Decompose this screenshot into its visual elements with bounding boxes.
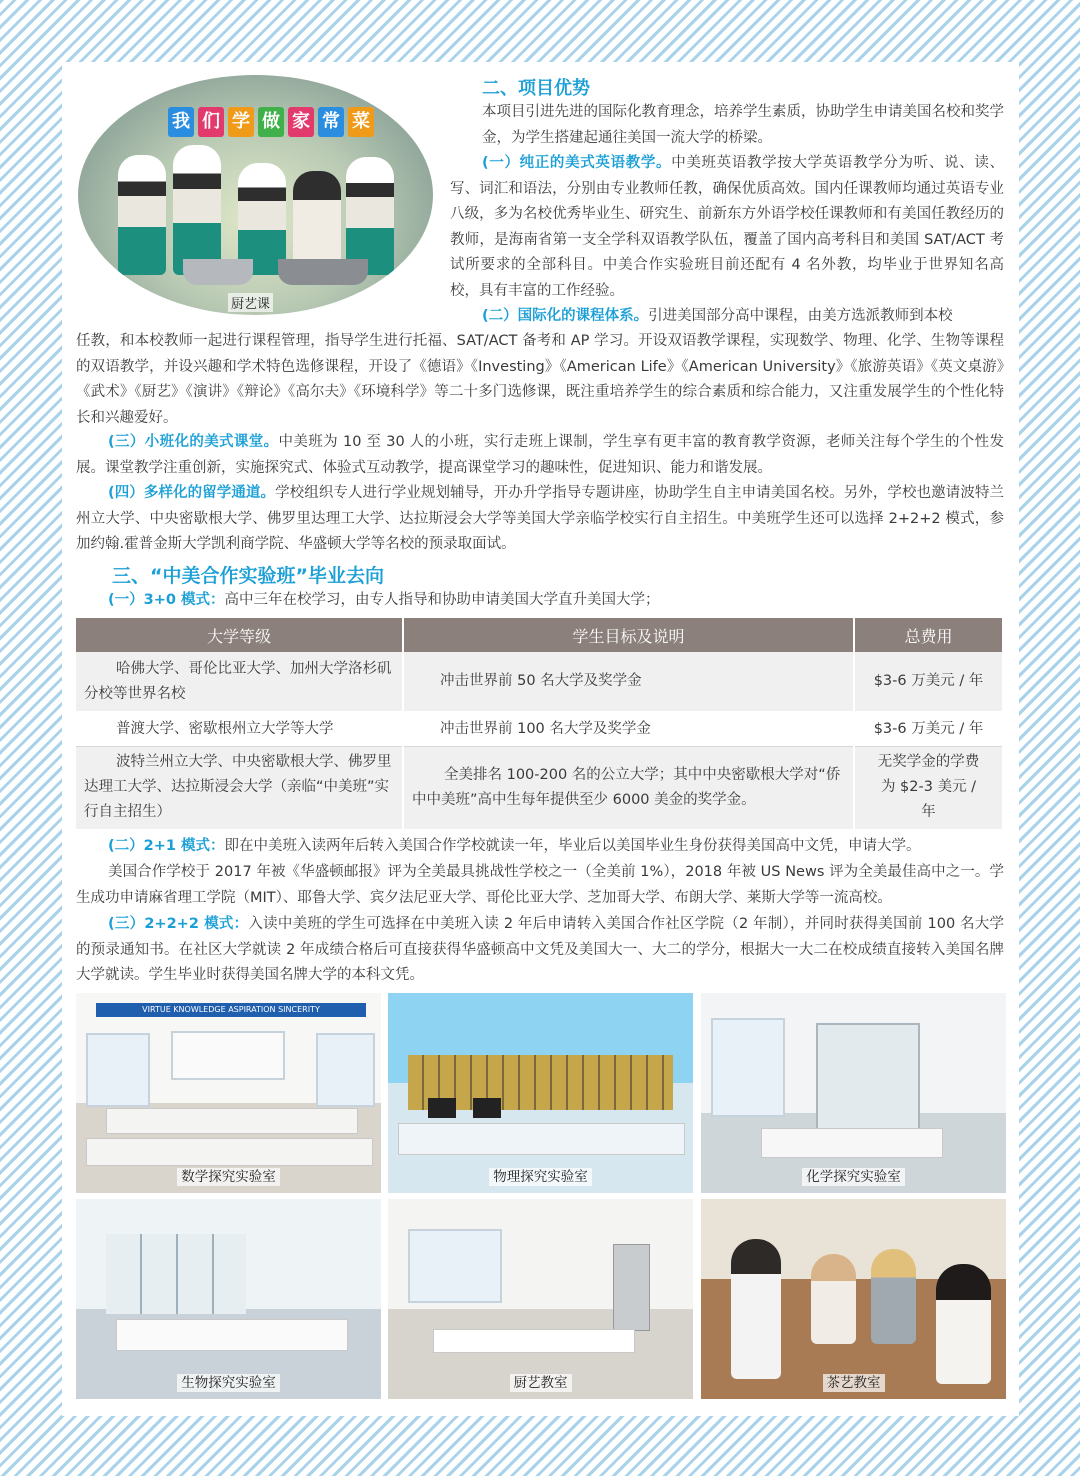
table-cell: 全美排名 100-200 名的公立大学；其中中央密歇根大学对“侨中中美班”高中生每年提供至少 6000 美金的奖学金。 [403,746,854,830]
mode2-heading: (二）2+1 模式： [108,838,225,854]
student-figure [346,157,394,275]
window [711,1018,785,1117]
window [316,1033,375,1107]
intro-text: 本项目引进先进的国际化教育理念，培养学生素质，协助学生申请美国名校和奖学金，为学生搭建起通往美国一流大学的桥梁。 [482,104,1004,146]
item2-heading-line [450,304,1004,330]
window [408,1229,502,1303]
lab-bench [761,1128,943,1158]
caption-text: 茶艺教室 [823,1374,885,1392]
photo-caption [76,1371,381,1391]
mode2-text: 即在中美班入读两年后转入美国合作学校就读一年，毕业后以美国毕业生身份获得美国高中文凭，申请大学。 [224,838,921,854]
lab-desk [106,1108,358,1134]
caption-text: 厨艺教室 [510,1374,572,1392]
table-row [76,712,1003,746]
item2-text-a: 引进美国部分高中课程，由美方选派教师到本校 [648,308,953,324]
table-header: 总费用 [854,618,1003,652]
banner-char: 们 [198,107,224,137]
item3-heading: (三）小班化的美式课堂。 [108,434,279,450]
item1-heading: (一）纯正的美式英语教学。 [482,155,672,171]
computer-monitor [473,1098,501,1118]
item4-heading: (四）多样化的留学通道。 [108,485,276,501]
caption-text: 物理探究实验室 [489,1168,592,1186]
caption-text: 数学探究实验室 [177,1168,280,1186]
table-row [76,746,1003,830]
mode2-paragraph [76,834,1004,860]
student-figure [118,155,166,275]
mode3-paragraph [76,912,1004,989]
banner-char: 菜 [348,107,374,137]
fume-hood [816,1023,920,1137]
table-cell: 哈佛大学、哥伦比亚大学、加州大学洛杉矶分校等世界名校 [76,652,403,712]
mode3-heading: (三）2+2+2 模式： [108,916,249,932]
math-lab-photo [76,993,381,1193]
table-header: 学生目标及说明 [403,618,854,652]
cabinet [106,1234,246,1314]
cooking-classroom-photo [388,1199,693,1399]
item3-text: 中美班为 10 至 30 人的小班，实行走班上课制，学生享有更丰富的教育教学资源，老师关注每个学生的个性发展。课堂教学注重创新，实施探究式、体验式互动教学，提高课堂学习的趣味性，促进知识、能力和谐发展。 [76,434,1004,476]
cooking-pot [278,259,368,285]
banner-char: 学 [228,107,254,137]
table-row [76,652,1003,712]
window [86,1033,150,1107]
physics-lab-photo [388,993,693,1193]
mode1-text: 高中三年在校学习，由专人指导和协助申请美国大学直升美国大学； [224,592,660,608]
mode1-paragraph [76,588,1004,614]
person [731,1239,781,1379]
student-figure [173,145,221,275]
biology-lab-photo [76,1199,381,1399]
table-cell: $3-6 万美元 / 年 [854,712,1003,746]
photo-caption [388,1165,693,1185]
mode2-extra-paragraph [76,860,1004,911]
item4-paragraph [76,481,1004,558]
table-cell: $3-6 万美元 / 年 [854,652,1003,712]
computer-monitor [428,1098,456,1118]
section-title: 三、“中美合作实验班”毕业去向 [112,565,384,587]
intro-paragraph [482,100,1004,151]
banner-char: 常 [318,107,344,137]
lab-desk [86,1138,373,1166]
table-cell: 波特兰州立大学、中央密歇根大学、佛罗里达理工大学、达拉斯浸会大学（亲临“中美班”实行自主招生） [76,746,403,830]
dining-table [433,1329,635,1353]
mode3-text: 入读中美班的学生可选择在中美班入读 2 年后申请转入美国合作社区学院（2 年制），并同时获得美国前 100 名大学的预录通知书。在社区大学就读 2 年成绩合格后可直接获得华盛顿高中文凭及美国大一、大二的学分，根据大一大二在校成绩直接转入美国名牌大学就读。学生毕业时获得美国名牌大学的本科文凭。 [76,916,1004,983]
person [936,1264,991,1384]
lab-banner: VIRTUE KNOWLEDGE ASPIRATION SINCERITY [96,1003,366,1017]
lab-desk [398,1123,685,1155]
item2-heading: (二）国际化的课程体系。 [482,308,649,324]
table-header: 大学等级 [76,618,403,652]
whiteboard [171,1031,285,1080]
section-title: 二、项目优势 [482,78,590,99]
caption-text: 生物探究实验室 [177,1374,280,1392]
item1-text: 中美班英语教学按大学英语教学分为听、说、读、写、词汇和语法，分别由专业教师任教，确保优质高效。国内任课教师均通过英语专业八级，多为名校优秀毕业生、研究生、前新东方外语学校任课教师和有美国任教经历的教师，是海南省第一支全学科双语教学队伍，覆盖了国内高考科目和美国 SAT/ACT 考试所要求的全部科目。中美合作实验班目前还配有 4 名外教，均毕业于世界知名高校，具有丰富的工作经验。 [450,155,1004,299]
photo-caption: 厨艺课 [228,293,273,312]
cooking-class-photo [78,75,433,315]
refrigerator [613,1244,650,1331]
chemistry-lab-photo [701,993,1006,1193]
table-cell: 冲击世界前 100 名大学及奖学金 [403,712,854,746]
table-cell: 普渡大学、密歇根州立大学等大学 [76,712,403,746]
tea-classroom-photo [701,1199,1006,1399]
item4-text: 学校组织专人进行学业规划辅导，开办升学指导专题讲座，协助学生自主申请美国名校。另外，学校也邀请波特兰州立大学、中央密歇根大学、佛罗里达理工大学、达拉斯浸会大学等美国大学亲临学校实行自主招生。中美班学生还可以选择 2+2+2 模式，参加约翰.霍普金斯大学凯利商学院、华盛顿大学等名校的预录取面试。 [76,485,1004,552]
cooking-banner [168,107,374,137]
mode2-extra-text: 美国合作学校于 2017 年被《华盛顿邮报》评为全美最具挑战性学校之一（全美前 1%），2018 年被 US News 评为全美最佳高中之一。学生成功申请麻省理工学院（MIT）、耶鲁大学、宾夕法尼亚大学、哥伦比亚大学、芝加哥大学、布朗大学、莱斯大学等一流高校。 [76,864,1004,906]
person [871,1249,916,1344]
photo-caption [701,1165,1006,1185]
facility-gallery [76,993,1006,1401]
mode1-heading: (一）3+0 模式： [108,592,225,608]
banner-char: 做 [258,107,284,137]
item2-text-b: 任教，和本校教师一起进行课程管理，指导学生进行托福、SAT/ACT 备考和 AP 学习。开设双语教学课程，实现数学、物理、化学、生物等课程的双语教学，并设兴趣和学术特色选修课程，开设了《德语》《Investing》《American Life》《American University》《旅游英语》《英文桌游》《武术》《厨艺》《演讲》《辩论》《高尔夫》《环境科学》等二十多门选修课，既注重培养学生的综合素质和综合能力，又注重发展学生的个性化特长和兴趣爱好。 [76,333,1004,426]
banner-char: 我 [168,107,194,137]
photo-caption [388,1371,693,1391]
item3-paragraph [76,430,1004,481]
item1-paragraph [450,151,1004,304]
table-cell: 无奖学金的学费为 $2-3 美元 / 年 [854,746,1003,830]
person [811,1254,856,1344]
banner-char: 家 [288,107,314,137]
cooking-pot [183,259,253,285]
item2-paragraph [76,329,1004,431]
destination-table [76,618,1004,831]
photo-caption [701,1371,1006,1391]
lab-bench [116,1319,348,1351]
photo-caption [76,1165,381,1185]
table-cell: 冲击世界前 50 名大学及奖学金 [403,652,854,712]
caption-text: 化学探究实验室 [802,1168,905,1186]
